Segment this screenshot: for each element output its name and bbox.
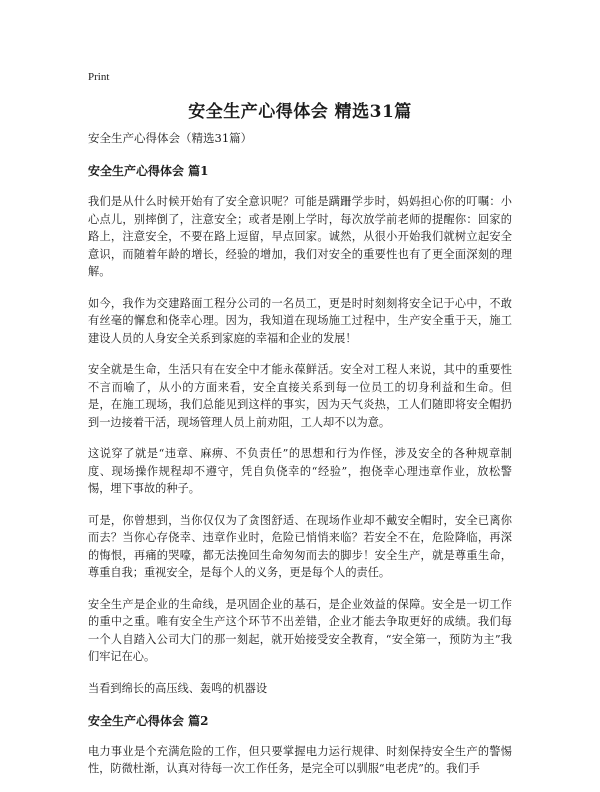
paragraph: 我们是从什么时候开始有了安全意识呢？可能是蹒跚学步时，妈妈担心你的叮嘱：小心点儿，别摔倒了，注意安全；或者是刚上学时，每次放学前老师的提醒你：回家的路上，注意安全，不要在路上逗留，早点回家。诚然，从很小开始我们就树立起安全意识，而随着年龄的增长，经验的增加，我们对安全的重要性也有了更全面深刻的理解。 bbox=[88, 195, 512, 278]
document-body bbox=[88, 130, 512, 792]
paragraph: 安全生产是企业的生命线，是巩固企业的基石，是企业效益的保障。安全是一切工作的重中之重。唯有安全生产这个环节不出差错，企业才能去争取更好的成绩。我们每一个人自踏入公司大门的那一刻起，就开始接受安全教育，“安全第一，预防为主”我们牢记在心。 bbox=[88, 597, 512, 663]
paragraph: 这说穿了就是“违章、麻痹、不负责任”的思想和行为作怪，涉及安全的各种规章制度、现场操作规程却不遵守，凭自负侥幸的“经验”，抱侥幸心理违章作业，放松警惕，埋下事故的种子。 bbox=[88, 447, 512, 495]
print-link[interactable]: Print bbox=[88, 71, 110, 83]
paragraph: 电力事业是个充满危险的工作，但只要掌握电力运行规律、时刻保持安全生产的警惕性，防微杜渐，认真对待每一次工作任务，是完全可以驯服“电老虎”的。我们手 bbox=[88, 744, 512, 775]
document-title: 安全生产心得体会 精选31篇 bbox=[188, 102, 412, 122]
section-heading-1: 安全生产心得体会 篇1 bbox=[88, 164, 209, 178]
paragraph: 安全就是生命，生活只有在安全中才能永葆鲜活。安全对工程人来说，其中的重要性不言而喻了，从小的方面来看，安全直接关系到每一位员工的切身利益和生命。但是，在施工现场，我们总能见到这样的事实，因为天气炎热，工人们随即将安全帽扔到一边接着干活，现场管理人员上前劝阻，工人却不以为意。 bbox=[88, 363, 512, 429]
document-subtitle: 安全生产心得体会（精选31篇） bbox=[88, 131, 253, 145]
truncated-line: 当看到绵长的高压线、轰鸣的机器设 bbox=[88, 681, 268, 695]
section-heading-2: 安全生产心得体会 篇2 bbox=[88, 713, 209, 728]
paragraph: 可是，你曾想到，当你仅仅为了贪图舒适、在现场作业却不戴安全帽时，安全已离你而去？当你心存侥幸、违章作业时，危险已悄悄来临？若安全不在，危险降临，再深的悔恨，再痛的哭嚎，都无法挽回生命匆匆而去的脚步！安全生产，就是尊重生命，尊重自我；重视安全，是每个人的义务，更是每个人的责任。 bbox=[88, 513, 512, 579]
paragraph: 如今，我作为交建路面工程分公司的一名员工，更是时时刻刻将安全记于心中，不敢有丝毫的懈怠和侥幸心理。因为，我知道在现场施工过程中，生产安全重于天，施工建设人员的人身安全关系到家庭的幸福和企业的发展！ bbox=[88, 296, 512, 345]
